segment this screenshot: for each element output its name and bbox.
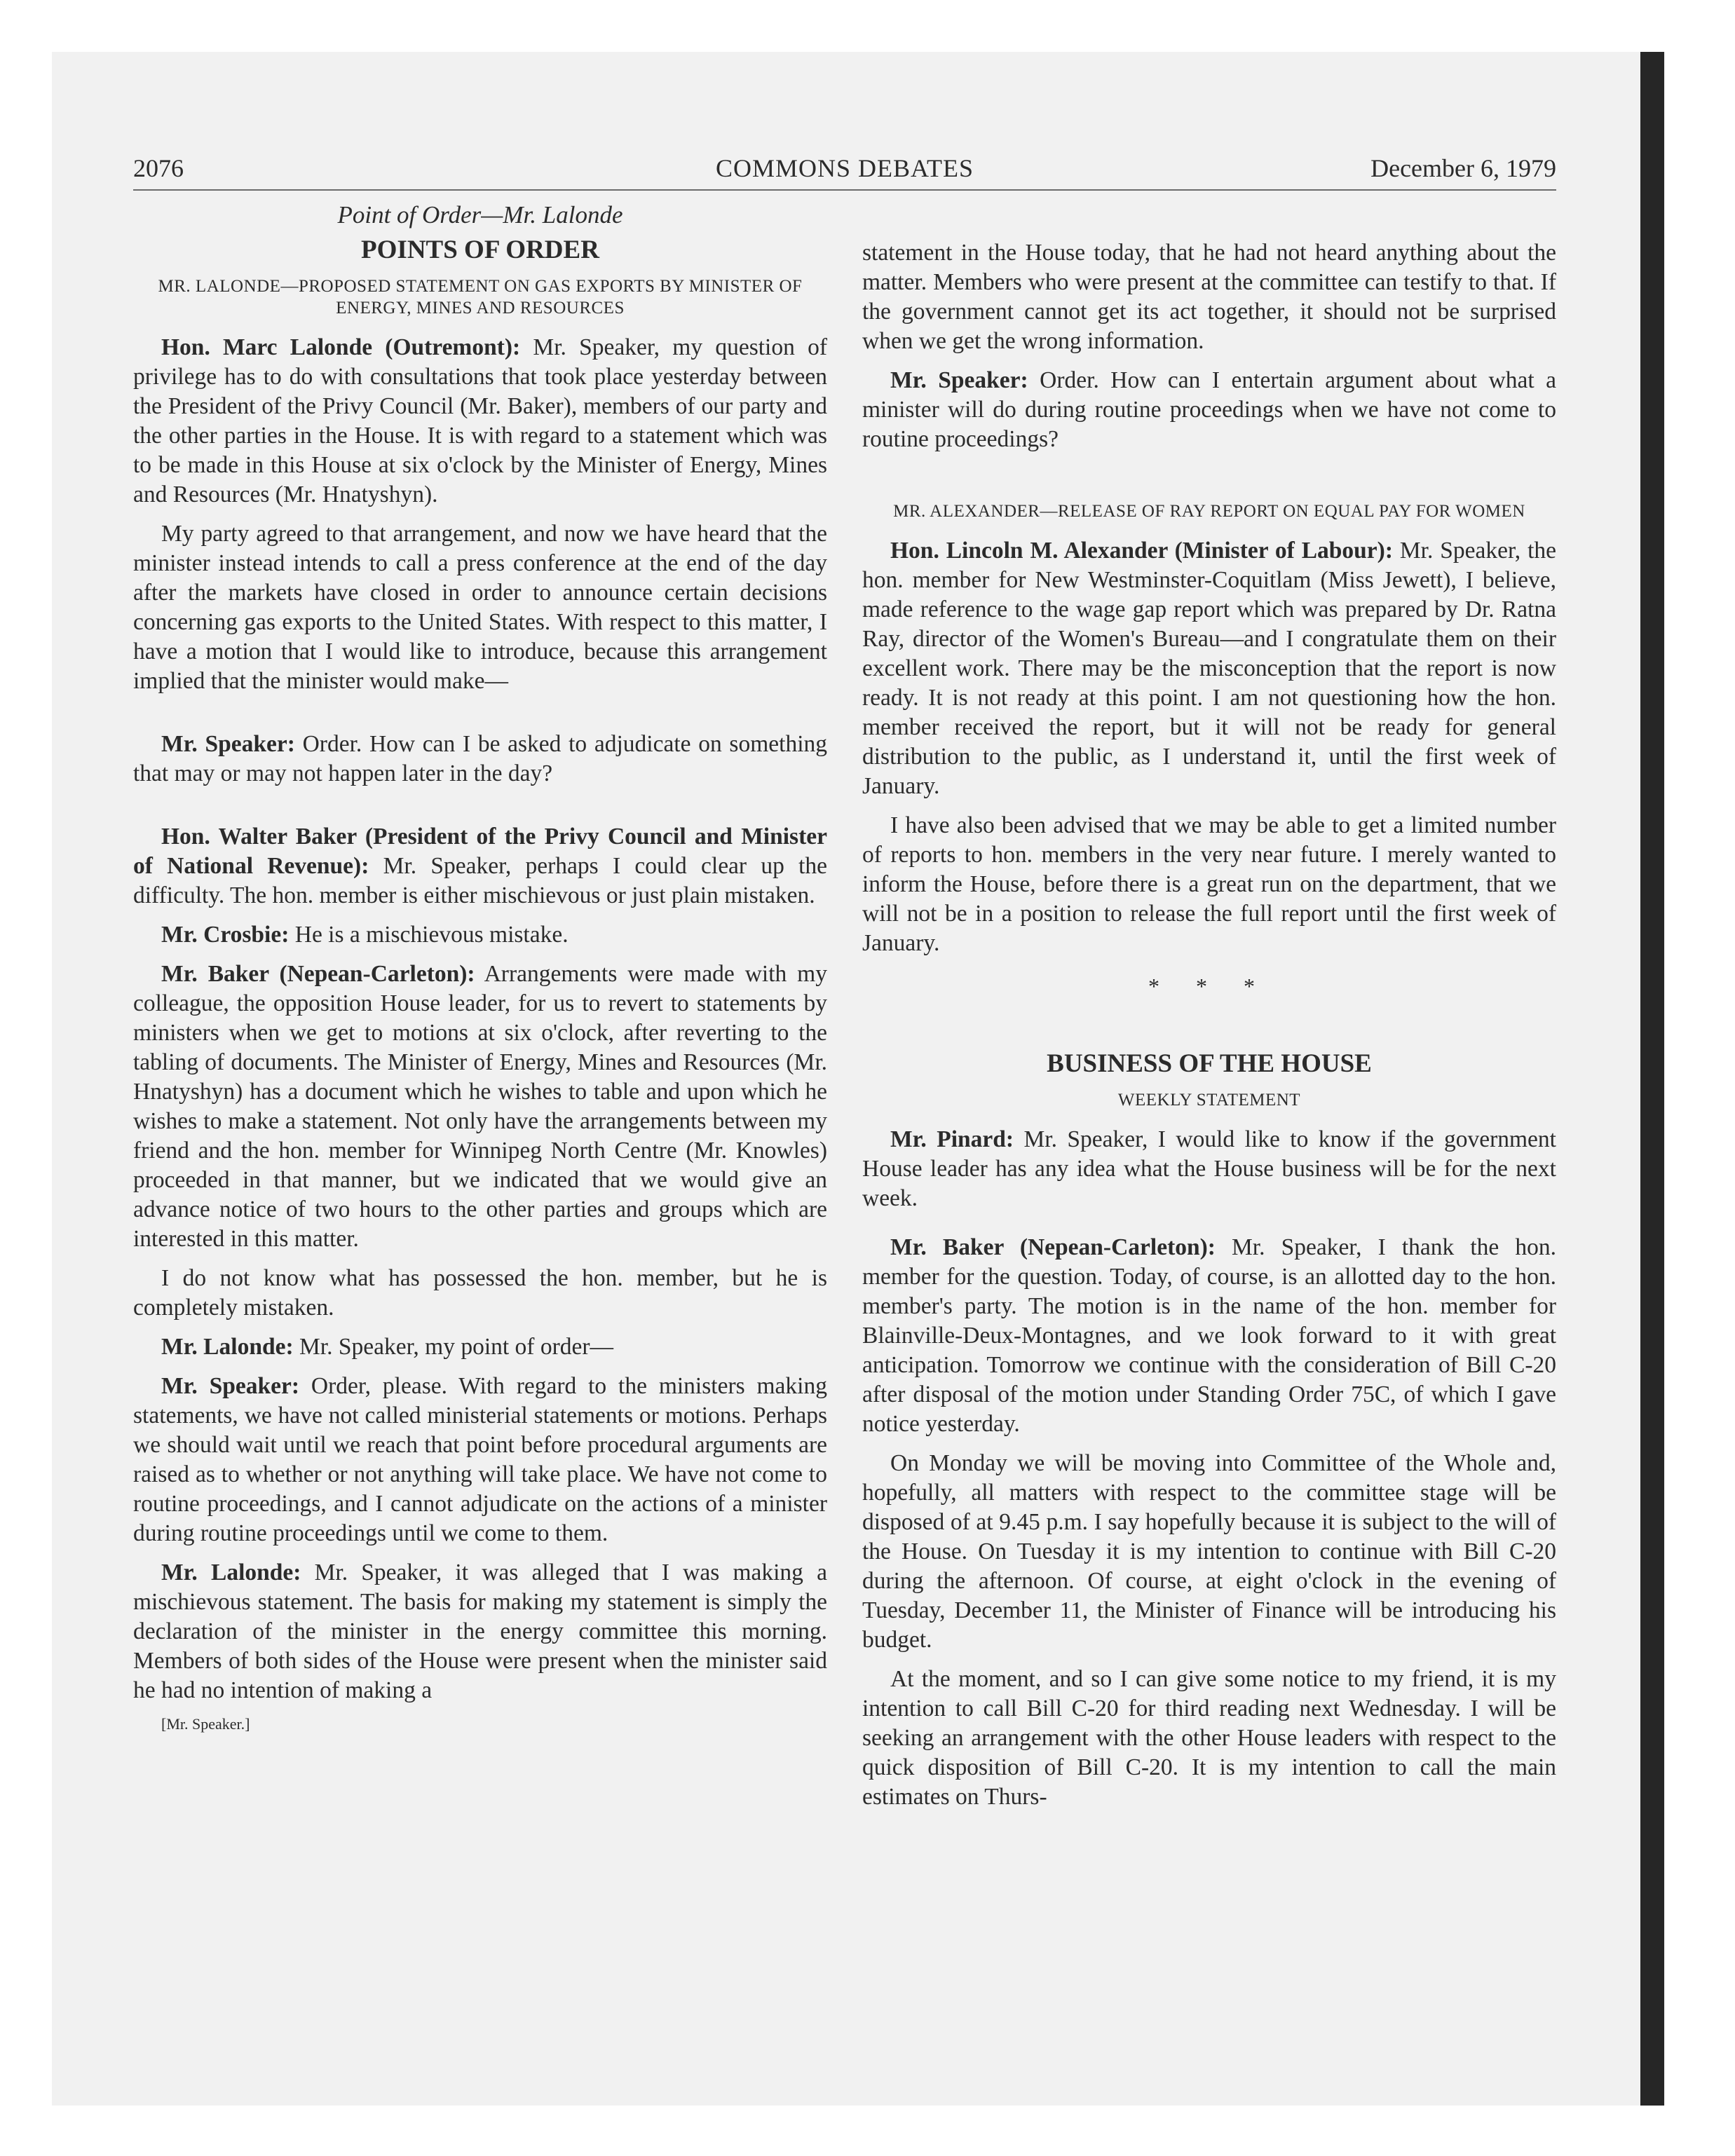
section-heading: POINTS OF ORDER: [361, 236, 599, 264]
paragraph-text: Mr. Speaker, my question of privilege has to do with consultations that took place yesterday between the President of the Privy Council (Mr. Baker), members of our party and the other parties in the House. It is with regard to a statement which was to be made in this House at six o'clock by the Minister of Energy, Mines and Resources (Mr. Hnatyshyn).: [133, 334, 827, 507]
paragraph-text: statement in the House today, that he had not heard anything about the matter. Members who were present at the committee can testify to that. If the government cannot get its act together, it should not be surprised when we get the wrong information.: [862, 240, 1556, 354]
paragraph: [862, 366, 1556, 454]
speaker-name: Mr. Lalonde:: [161, 1560, 301, 1585]
left-column: [133, 200, 827, 1733]
speaker-name: Mr. Baker (Nepean-Carleton):: [161, 961, 475, 987]
running-head: Point of Order—Mr. Lalonde: [337, 201, 623, 228]
paragraph-text: I have also been advised that we may be able to get a limited number of reports to hon. members in the very near future. I merely wanted to inform the House, before there is a great run on the department, that we will not be in a position to release the full report until the first week of January.: [862, 812, 1556, 956]
speaker-name: Mr. Pinard:: [890, 1126, 1014, 1152]
paragraph: [133, 333, 827, 510]
spacer: [133, 706, 827, 730]
paragraph: [862, 1665, 1556, 1812]
right-column: [862, 238, 1556, 1822]
paragraph-text: Mr. Speaker, it was alleged that I was making a mischievous statement. The basis for making my statement is simply the declaration of the minister in the energy committee this morning. Members of both sides of the House were present when the minister said he had no intention of making a: [133, 1560, 827, 1703]
spacer: [862, 1223, 1556, 1233]
paragraph: [133, 519, 827, 696]
speaker-name: Mr. Crosbie:: [161, 922, 290, 948]
section-subheading: MR. LALONDE—PROPOSED STATEMENT ON GAS EXPORTS BY MINISTER OF ENERGY, MINES AND RESOURCES: [158, 277, 803, 318]
paragraph: [862, 811, 1556, 958]
paragraph-text: Mr. Speaker, I would like to know if the government House leader has any idea what the House business will be for the next week.: [862, 1126, 1556, 1211]
spacer: [862, 464, 1556, 500]
paragraph: [133, 730, 827, 789]
paragraph-text: Mr. Speaker, my point of order—: [293, 1334, 614, 1360]
paragraph: [862, 1125, 1556, 1213]
paragraph-text: Order, please. With regard to the ministers making statements, we have not called ministerial statements or motions. Perhaps we should wait until we reach that point before procedural arguments are raised as to whether or not anything will take place. We have not come to routine proceedings, and I cannot adjudicate on the actions of a minister during routine proceedings until we come to them.: [133, 1373, 827, 1546]
publication-title: COMMONS DEBATES: [715, 154, 974, 182]
page-header: [133, 147, 1556, 191]
speaker-name: Mr. Baker (Nepean-Carleton):: [890, 1234, 1216, 1260]
spacer: [133, 798, 827, 822]
paragraph: [133, 1332, 827, 1362]
paragraph-text: Arrangements were made with my colleague, the opposition House leader, for us to revert to statements by ministers when we get to motions at six o'clock, after reverting to the tabling of documents. The Minister of Energy, Mines and Resources (Mr. Hnatyshyn) has a document which he wishes to table and upon which he wishes to make a statement. Not only have the arrangements between my friend and the hon. member for Winnipeg North Centre (Mr. Knowles) proceeded in that manner, but we indicated that we would give an advance notice of two hours to the other parties and groups which are interested in this matter.: [133, 961, 827, 1252]
paragraph-text: He is a mischievous mistake.: [289, 922, 569, 948]
paragraph-text: Mr. Speaker, the hon. member for New Westminster-Coquitlam (Miss Jewett), I believe, made reference to the wage gap report which was prepared by Dr. Ratna Ray, director of the Women's Bureau—and I congratulate them on their excellent work. There may be the misconception that the report is now ready. It is not ready at this point. I am not questioning how the hon. member received the report, but it will not be ready for general distribution to the public, as I understand it, until the first week of January.: [862, 538, 1556, 799]
speaker-name: Mr. Speaker:: [161, 731, 295, 757]
speaker-name: Hon. Marc Lalonde (Outremont):: [161, 334, 521, 360]
section-heading: BUSINESS OF THE HOUSE: [1047, 1049, 1372, 1078]
paragraph: [862, 238, 1556, 356]
page-number: 2076: [133, 154, 184, 182]
speaker-name: Mr. Speaker:: [890, 367, 1028, 393]
paragraph: [133, 920, 827, 950]
paragraph: [862, 1233, 1556, 1439]
paragraph-text: At the moment, and so I can give some notice to my friend, it is my intention to call Bill C-20 for third reading next Wednesday. I will be seeking an arrangement with the other House leaders with respect to the quick disposition of Bill C-20. It is my intention to call the main estimates on Thurs-: [862, 1666, 1556, 1810]
paragraph-text: My party agreed to that arrangement, and now we have heard that the minister instead intends to call a press conference at the end of the day after the markets have closed in order to announce certain decisions concerning gas exports to the United States. With respect to this matter, I have a motion that I would like to introduce, because this arrangement implied that the minister would make—: [133, 521, 827, 694]
section-subheading: WEEKLY STATEMENT: [1117, 1091, 1301, 1110]
speaker-name: Mr. Speaker:: [161, 1373, 300, 1399]
footnote: [Mr. Speaker.]: [161, 1715, 250, 1733]
paragraph-text: Order. How can I be asked to adjudicate on something that may or may not happen later in the day?: [133, 731, 827, 786]
scan-border: [1640, 52, 1664, 2106]
paragraph-text: Mr. Speaker, perhaps I could clear up the difficulty. The hon. member is either mischievous or just plain mistaken.: [133, 853, 828, 908]
paragraph-text: On Monday we will be moving into Committee of the Whole and, hopefully, all matters with respect to the committee stage will be disposed of at 9.45 p.m. I say hopefully because it is subject to the will of the House. On Tuesday it is my intention to continue with Bill C-20 during the afternoon. Of course, at eight o'clock in the evening of Tuesday, December 11, the Minister of Finance will be introducing his budget.: [862, 1450, 1556, 1653]
section-separator: * * *: [1148, 974, 1270, 999]
paragraph: [133, 1264, 827, 1323]
speaker-name: Hon. Walter Baker (President of the Privy Council and Minister of National Revenue):: [133, 824, 827, 879]
paragraph-text: I do not know what has possessed the hon. member, but he is completely mistaken.: [133, 1265, 827, 1321]
paragraph: [133, 1558, 827, 1705]
paragraph-text: Order. How can I entertain argument about what a minister will do during routine proceedings when we have not come to routine proceedings?: [862, 367, 1556, 452]
paragraph: [862, 1449, 1556, 1655]
paragraph-text: Mr. Speaker, I thank the hon. member for the question. Today, of course, is an allotted day to the hon. member's party. The motion is in the name of the hon. member for Blainville-Deux-Montagnes, and we look forward to it with great anticipation. Tomorrow we continue with the consideration of Bill C-20 after disposal of the motion under Standing Order 75C, of which I gave notice yesterday.: [862, 1234, 1556, 1437]
page-date: December 6, 1979: [1370, 154, 1556, 182]
section-subheading: MR. ALEXANDER—RELEASE OF RAY REPORT ON EQUAL PAY FOR WOMEN: [893, 502, 1525, 521]
speaker-name: Hon. Lincoln M. Alexander (Minister of Labour):: [890, 538, 1393, 564]
paragraph: [133, 1372, 827, 1548]
paragraph: [133, 822, 827, 910]
paragraph: [133, 960, 827, 1254]
speaker-name: Mr. Lalonde:: [161, 1334, 294, 1360]
paragraph: [862, 536, 1556, 801]
